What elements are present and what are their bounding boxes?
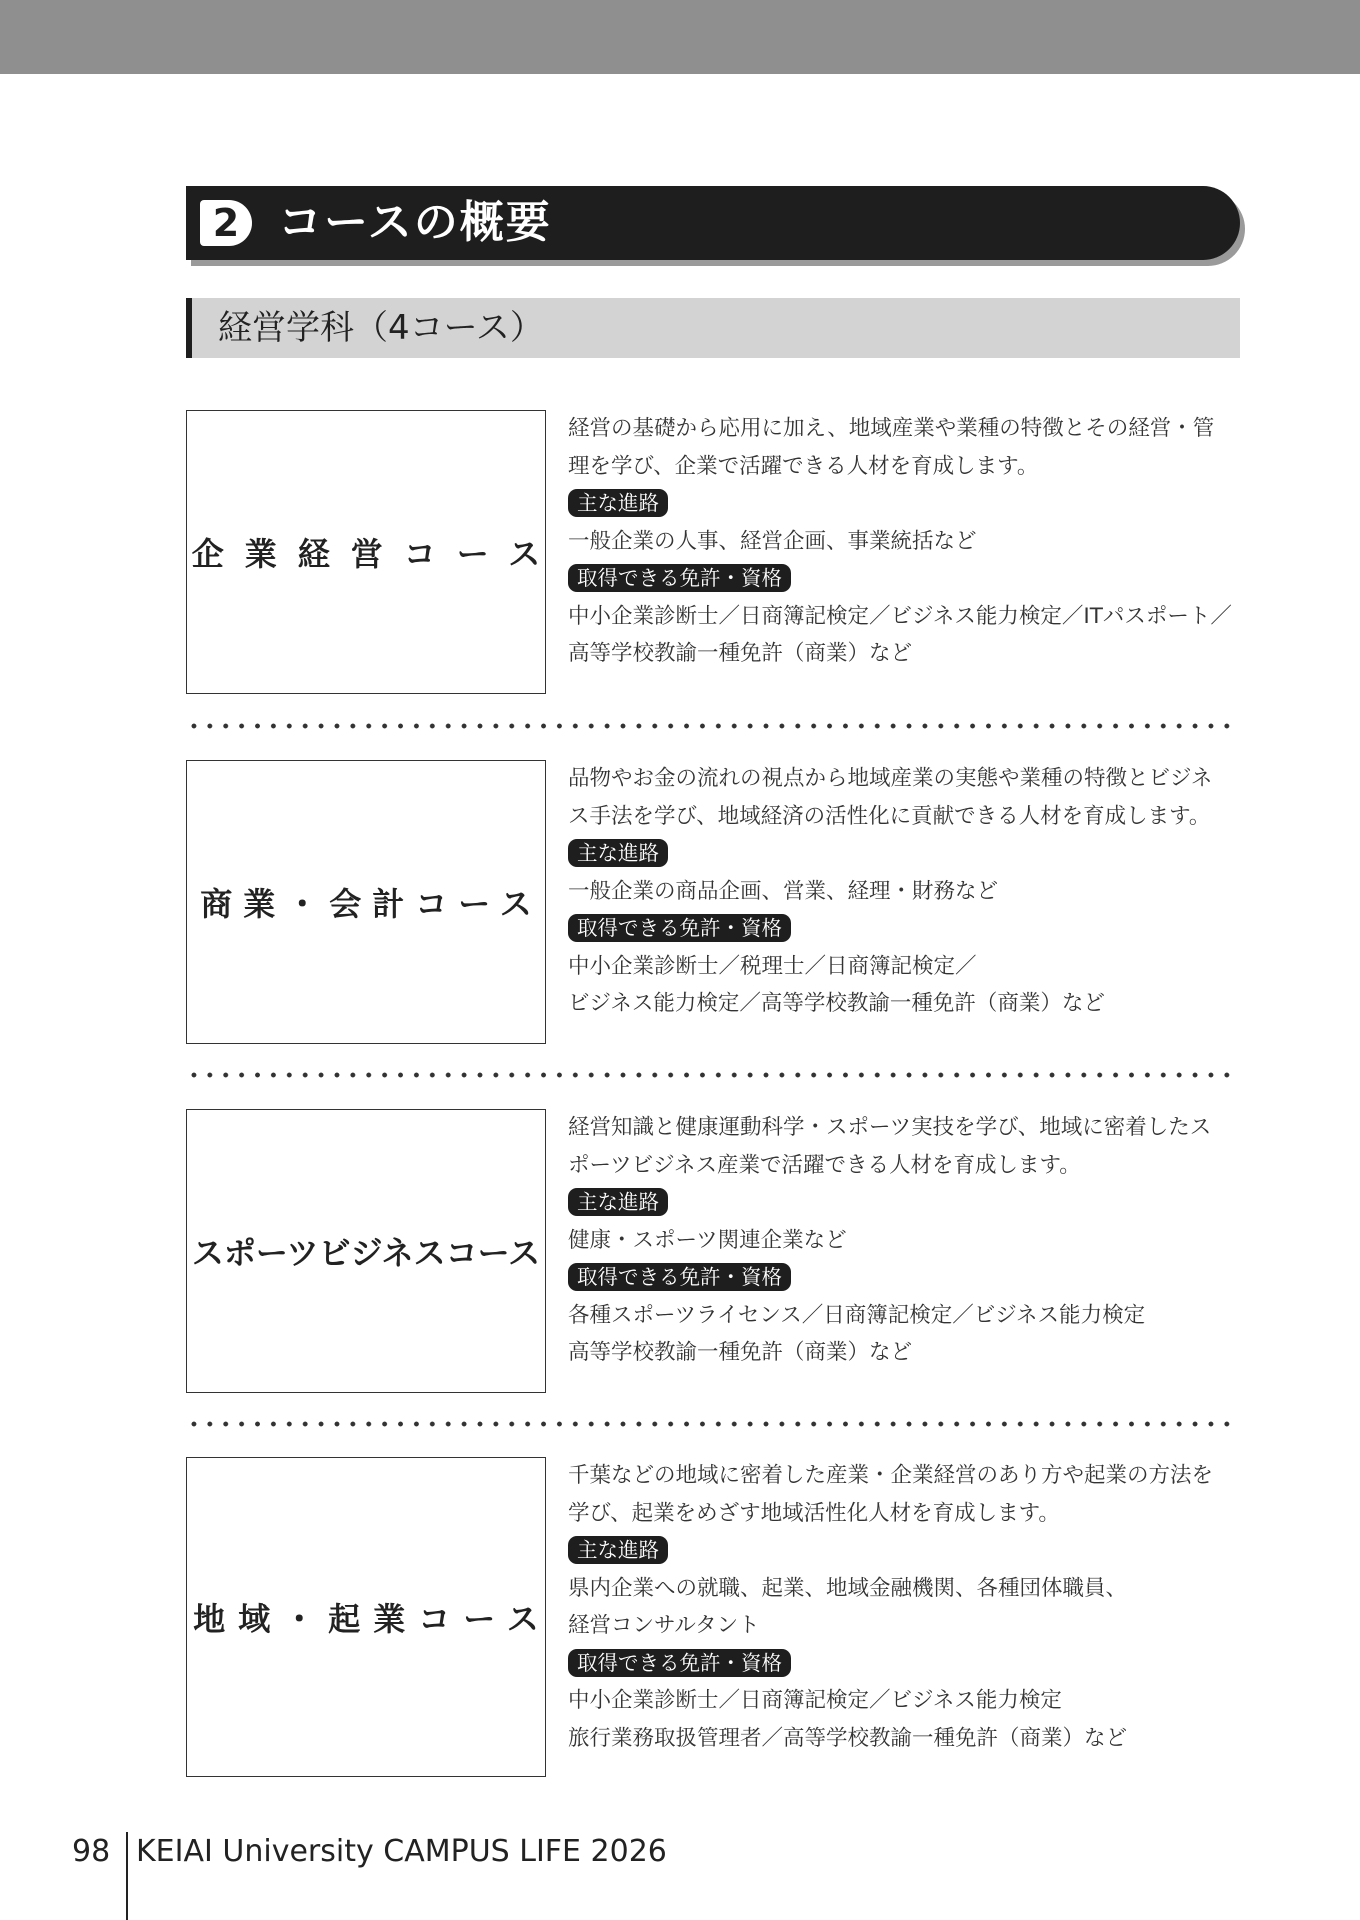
course-name-box (186, 760, 546, 1044)
course-card (186, 410, 1240, 694)
course-info (568, 760, 1248, 1023)
footer-divider (126, 1832, 128, 1920)
dotted-divider (186, 723, 1240, 729)
course-description-line: 理を学び、企業で活躍できる人材を育成します。 (568, 453, 1039, 479)
license-line: 高等学校教諭一種免許（商業）など (568, 641, 913, 666)
course-name: スポーツビジネスコース (191, 1234, 541, 1272)
course-name: 地域・起業コース (193, 1600, 552, 1638)
career-badge: 主な進路 (568, 1536, 668, 1564)
top-band (0, 0, 1360, 74)
career-badge: 主な進路 (568, 839, 668, 867)
section-number: 2 (200, 200, 252, 246)
license-badge: 取得できる免許・資格 (568, 914, 791, 942)
dotted-divider (186, 1072, 1240, 1078)
career-line: 県内企業への就職、起業、地域金融機関、各種団体職員、 (568, 1575, 1128, 1601)
page-number: 98 (72, 1834, 111, 1869)
course-info (568, 1109, 1248, 1372)
section-header (186, 186, 1240, 260)
course-name-box (186, 1457, 552, 1777)
course-description-line: 経営の基礎から応用に加え、地域産業や業種の特徴とその経営・管 (568, 416, 1215, 441)
course-description-line: 千葉などの地域に密着した産業・企業経営のあり方や起業の方法を (568, 1463, 1214, 1488)
department-title: 経営学科（4コース） (218, 308, 544, 348)
course-card (186, 1109, 1240, 1393)
course-description-line: ポーツビジネス産業で活躍できる人材を育成します。 (568, 1152, 1081, 1178)
course-description-line: ス手法を学び、地域経済の活性化に貢献できる人材を育成します。 (568, 803, 1211, 829)
course-name-box (186, 410, 562, 694)
career-badge: 主な進路 (568, 489, 668, 517)
career-badge: 主な進路 (568, 1188, 668, 1216)
license-badge: 取得できる免許・資格 (568, 564, 791, 592)
course-info (568, 1457, 1248, 1757)
license-line: 旅行業務取扱管理者／高等学校教諭一種免許（商業）など (568, 1725, 1128, 1751)
career-line: 健康・スポーツ関連企業など (568, 1227, 847, 1253)
license-line: 中小企業診断士／税理士／日商簿記検定／ (568, 953, 977, 979)
course-name: 企業経営コース (191, 535, 562, 573)
footer-text: KEIAI University CAMPUS LIFE 2026 (136, 1834, 667, 1869)
department-header (186, 298, 1240, 358)
dotted-divider (186, 1421, 1240, 1427)
license-line: 高等学校教諭一種免許（商業）など (568, 1340, 913, 1365)
career-line: 経営コンサルタント (568, 1613, 760, 1638)
section-title: コースの概要 (278, 197, 552, 248)
course-card (186, 760, 1240, 1044)
course-card (186, 1457, 1240, 1777)
license-badge: 取得できる免許・資格 (568, 1649, 791, 1677)
course-description-line: 経営知識と健康運動科学・スポーツ実技を学び、地域に密着したス (568, 1115, 1212, 1140)
course-description-line: 品物やお金の流れの視点から地域産業の実態や業種の特徴とビジネ (568, 766, 1213, 791)
course-description-line: 学び、起業をめざす地域活性化人材を育成します。 (568, 1500, 1060, 1526)
career-line: 一般企業の商品企画、営業、経理・財務など (568, 878, 999, 904)
course-name-box (186, 1109, 546, 1393)
license-line: 各種スポーツライセンス／日商簿記検定／ビジネス能力検定 (568, 1302, 1146, 1328)
license-badge: 取得できる免許・資格 (568, 1263, 791, 1291)
license-line: 中小企業診断士／日商簿記検定／ビジネス能力検定 (568, 1688, 1062, 1713)
license-line: 中小企業診断士／日商簿記検定／ビジネス能力検定／ITパスポート／ (568, 603, 1232, 629)
career-line: 一般企業の人事、経営企画、事業統括など (568, 528, 977, 554)
course-name: 商業・会計コース (200, 885, 543, 923)
license-line: ビジネス能力検定／高等学校教諭一種免許（商業）など (568, 991, 1105, 1016)
course-info (568, 410, 1248, 673)
